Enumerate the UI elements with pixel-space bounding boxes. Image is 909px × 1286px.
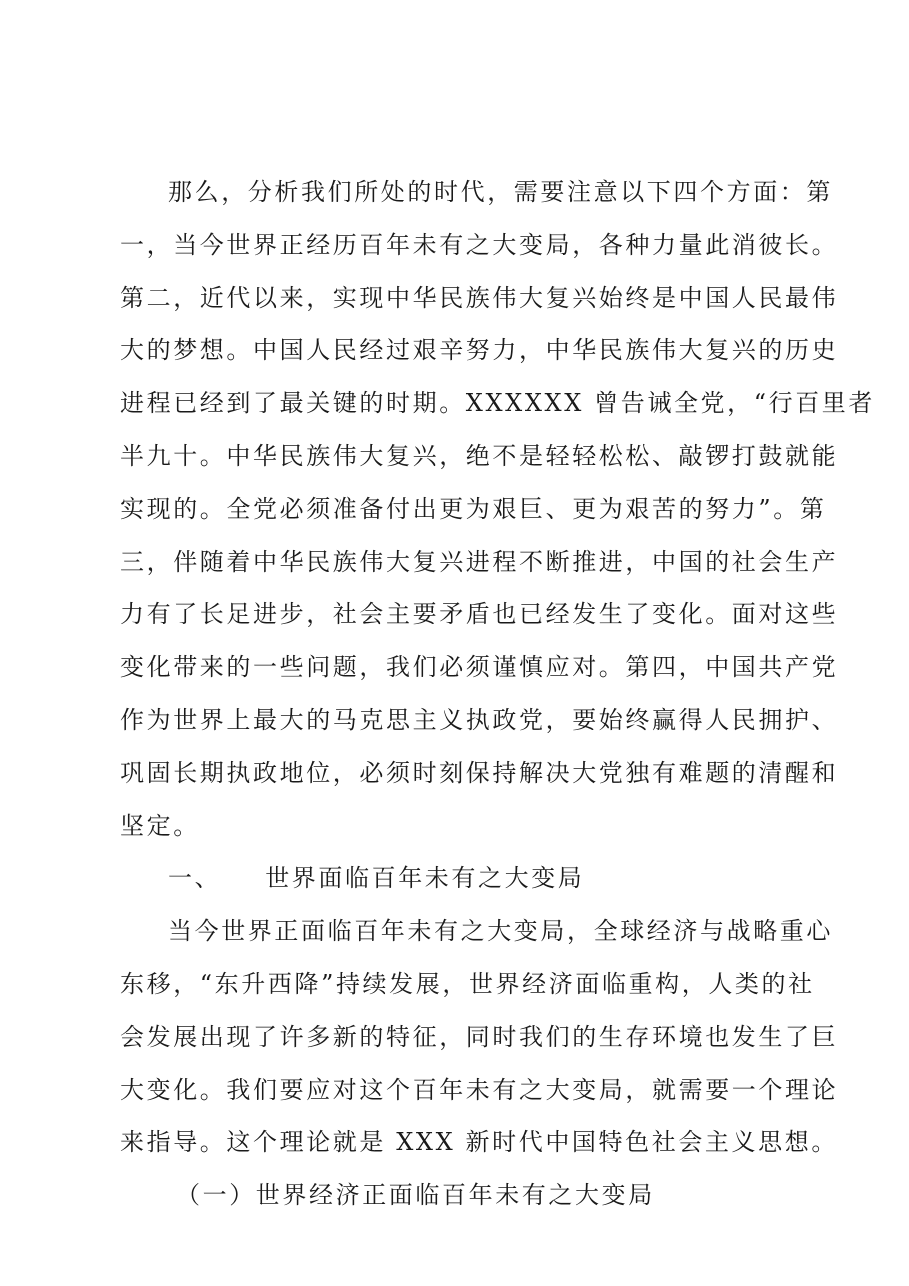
paragraph-line: 一，当今世界正经历百年未有之大变局，各种力量此消彼长。 xyxy=(120,230,839,259)
paragraph-line: 第二，近代以来，实现中华民族伟大复兴始终是中国人民最伟 xyxy=(120,283,839,312)
paragraph-line: 作为世界上最大的马克思主义执政党，要始终赢得人民拥护、 xyxy=(120,705,839,734)
paragraph-line: 东移，“东升西降”持续发展，世界经济面临重构，人类的社 xyxy=(120,969,815,998)
paragraph-line: 半九十。中华民族伟大复兴，绝不是轻轻松松、敲锣打鼓就能 xyxy=(120,441,839,470)
section-title: 世界面临百年未有之大变局 xyxy=(265,864,585,893)
paragraph-line: 当今世界正面临百年未有之大变局，全球经济与战略重心 xyxy=(168,917,833,946)
paragraph-line: 会发展出现了许多新的特征，同时我们的生存环境也发生了巨 xyxy=(120,1022,839,1051)
section-number: 一、 xyxy=(168,864,222,893)
paragraph-line: 来指导。这个理论就是 XXX 新时代中国特色社会主义思想。 xyxy=(120,1128,838,1157)
paragraph-line: 大变化。我们要应对这个百年未有之大变局，就需要一个理论 xyxy=(120,1075,839,1104)
paragraph-line: 变化带来的一些问题，我们必须谨慎应对。第四，中国共产党 xyxy=(120,653,839,682)
paragraph-line: 大的梦想。中国人民经过艰辛努力，中华民族伟大复兴的历史 xyxy=(120,336,839,365)
paragraph-line: 实现的。全党必须准备付出更为艰巨、更为艰苦的努力”。第 xyxy=(120,494,827,523)
paragraph-line: 巩固长期执政地位，必须时刻保持解决大党独有难题的清醒和 xyxy=(120,758,839,787)
paragraph-line: 力有了长足进步，社会主要矛盾也已经发生了变化。面对这些 xyxy=(120,600,839,629)
paragraph-line: 三，伴随着中华民族伟大复兴进程不断推进，中国的社会生产 xyxy=(120,547,839,576)
subsection-heading: （一）世界经济正面临百年未有之大变局 xyxy=(176,1181,655,1210)
paragraph-line: 进程已经到了最关键的时期。XXXXXX 曾告诫全党，“行百里者 xyxy=(120,389,876,418)
document-body xyxy=(120,166,876,1222)
paragraph-line: 坚定。 xyxy=(120,811,200,840)
paragraph-line: 那么，分析我们所处的时代，需要注意以下四个方面：第 xyxy=(168,178,833,206)
section-heading xyxy=(120,852,792,905)
